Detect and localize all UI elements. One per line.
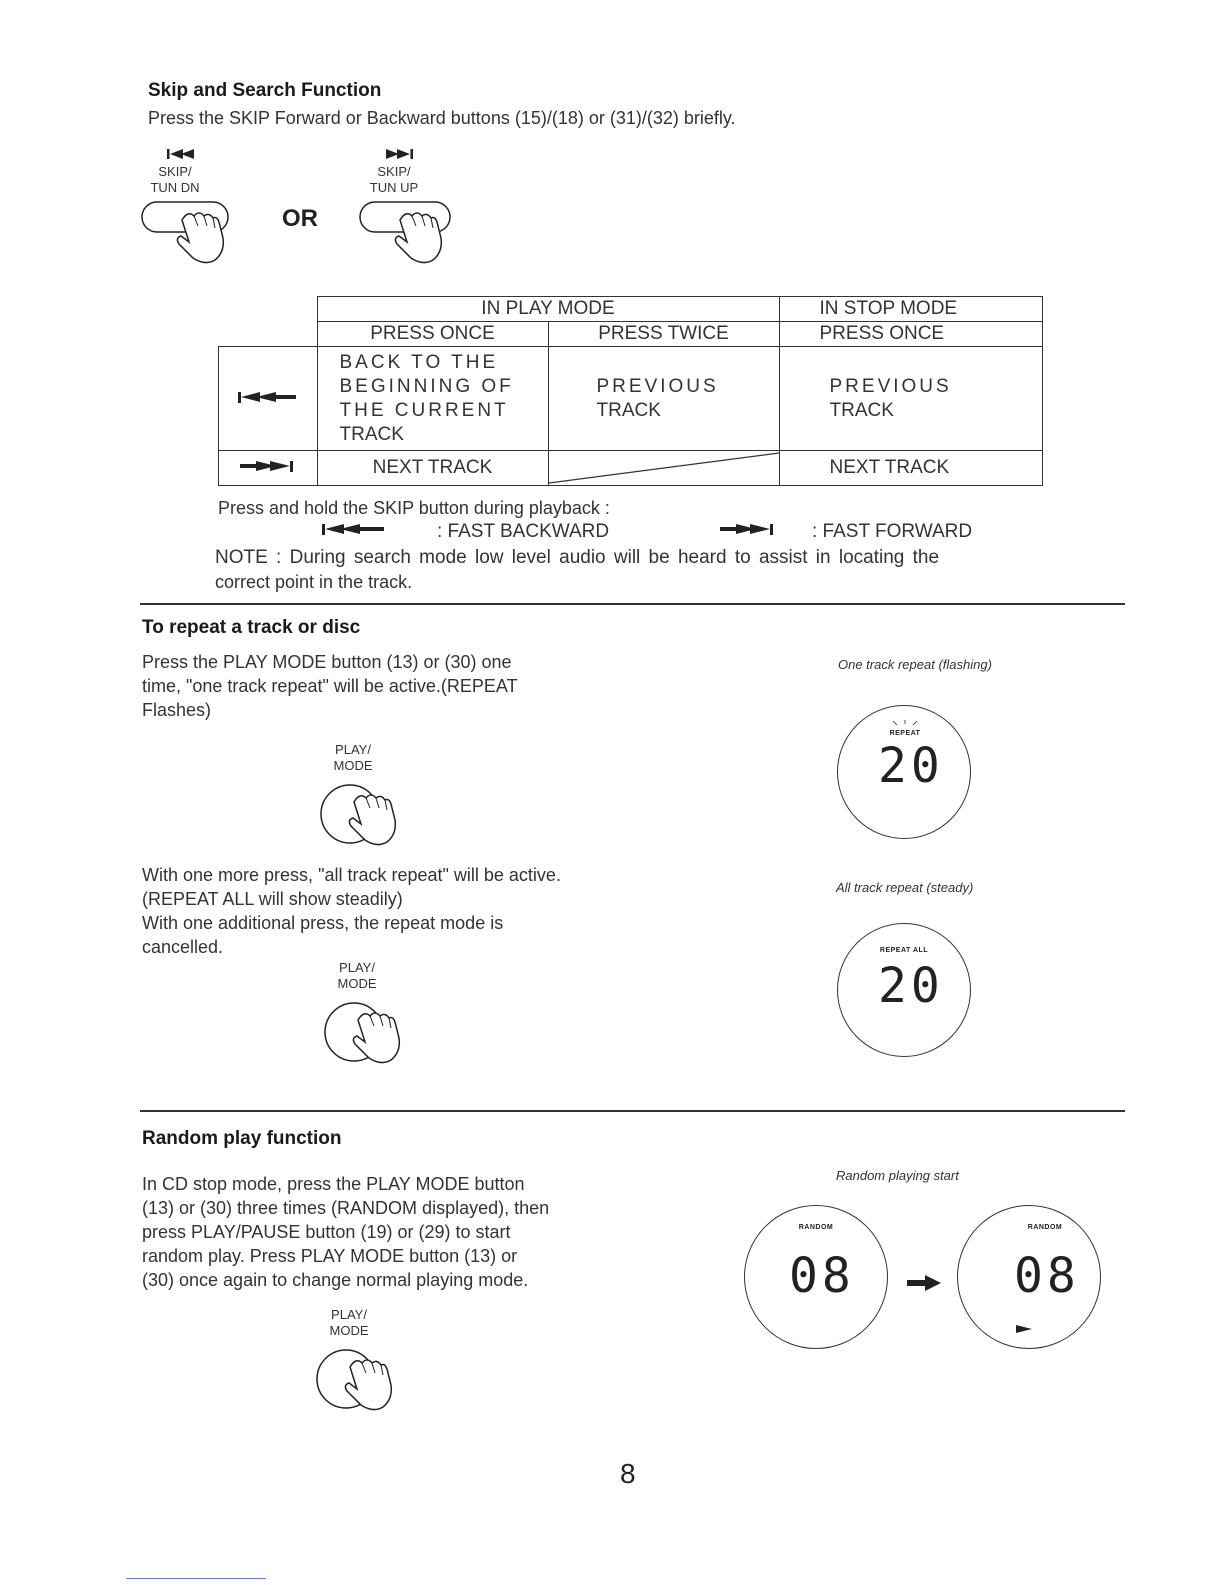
fast-forward-text: : FAST FORWARD: [812, 521, 973, 542]
skip-forward-icon: [386, 148, 426, 160]
play-mode-button[interactable]: [316, 742, 426, 857]
back-to-beginning-l2: BEGINNING OF: [339, 375, 514, 397]
fast-backward-text: : FAST BACKWARD: [437, 521, 610, 542]
lcd2-track-number: 20: [878, 958, 944, 1014]
lcd-one-track-repeat: [837, 705, 971, 839]
random-p-l2: (13) or (30) three times (RANDOM displayed), then: [142, 1198, 550, 1218]
play-mode-label-l2: MODE: [337, 976, 377, 991]
repeat-p1-l2: time, "one track repeat" will be active.(REPEAT: [142, 676, 518, 696]
skip-backward-icon: [238, 390, 298, 404]
random-playing-caption: Random playing start: [836, 1168, 959, 1183]
skip-up-label-line2: TUN UP: [369, 180, 419, 195]
repeat-p2-l4: cancelled.: [142, 937, 224, 957]
previous-track-stop-l1: PREVIOUS: [829, 375, 952, 397]
note-line2: correct point in the track.: [215, 572, 413, 592]
skip-up-label-line1: SKIP/: [377, 164, 411, 179]
play-mode-button[interactable]: [320, 960, 430, 1075]
skip-tun-dn-button[interactable]: [140, 145, 240, 275]
lcd-random-number: 08: [1014, 1248, 1080, 1304]
lcd-random-stop: [744, 1205, 888, 1349]
skip-forward-icon: [238, 459, 298, 473]
next-track-cell: NEXT TRACK: [317, 451, 548, 486]
play-mode-label-l1: PLAY/: [335, 742, 371, 757]
random-p-l5: (30) once again to change normal playing mode.: [142, 1270, 529, 1290]
lcd-random-label: RANDOM: [798, 1224, 834, 1231]
repeat-p2-l2: (REPEAT ALL will show steadily): [142, 889, 403, 909]
repeat-p1-l3: Flashes): [142, 700, 212, 720]
lcd1-repeat-label: REPEAT: [889, 730, 921, 737]
press-once-stop-header: PRESS ONCE: [779, 322, 1042, 347]
section-divider: [140, 1110, 1125, 1112]
previous-track-stop-l2: TRACK: [829, 399, 894, 421]
in-stop-mode-header: IN STOP MODE: [779, 297, 1042, 322]
arrow-right-icon: [907, 1275, 941, 1291]
press-once-header: PRESS ONCE: [317, 322, 548, 347]
back-to-beginning-l1: BACK TO THE: [339, 351, 499, 373]
play-mode-label-l2: MODE: [333, 758, 373, 773]
pressing-hand-icon: [140, 200, 240, 275]
press-twice-header: PRESS TWICE: [548, 322, 779, 347]
all-track-repeat-caption: All track repeat (steady): [836, 880, 974, 895]
random-p-l4: random play. Press PLAY MODE button (13) or: [142, 1246, 518, 1266]
back-to-beginning-l3: THE CURRENT: [339, 399, 509, 421]
play-mode-button[interactable]: [312, 1307, 422, 1422]
lcd-random-play: [957, 1205, 1101, 1349]
back-to-beginning-l4: TRACK: [339, 423, 404, 445]
page-number: 8: [620, 1458, 636, 1489]
previous-track-l1: PREVIOUS: [596, 375, 719, 397]
skip-dn-label-line1: SKIP/: [158, 164, 192, 179]
pressing-hand-icon: [358, 200, 458, 275]
play-mode-label-l1: PLAY/: [339, 960, 375, 975]
repeat-p1-l1: Press the PLAY MODE button (13) or (30) one: [142, 652, 512, 672]
diagonal-line: [549, 451, 779, 485]
random-p-l3: press PLAY/PAUSE button (19) or (29) to start: [142, 1222, 511, 1242]
lcd1-track-number: 20: [878, 738, 944, 794]
note-line1: NOTE : During search mode low level audio will be heard to assist in locating the: [215, 547, 940, 568]
in-play-mode-header: IN PLAY MODE: [317, 297, 779, 322]
lcd-all-track-repeat: [837, 923, 971, 1057]
skip-dn-label-line2: TUN DN: [150, 180, 200, 195]
skip-tun-up-button[interactable]: [358, 145, 458, 275]
pressing-hand-icon: [312, 1345, 422, 1422]
lcd-random-label: RANDOM: [1027, 1224, 1063, 1231]
pressing-hand-icon: [320, 998, 430, 1075]
one-track-repeat-caption: One track repeat (flashing): [838, 657, 992, 672]
random-section-title: Random play function: [142, 1128, 342, 1149]
skip-section-title: Skip and Search Function: [148, 80, 382, 101]
footer-line: [126, 1578, 266, 1579]
repeat-p2-l1: With one more press, "all track repeat" will be active.: [142, 865, 561, 885]
lcd-random-number: 08: [789, 1248, 855, 1304]
play-mode-label-l1: PLAY/: [331, 1307, 367, 1322]
previous-track-l2: TRACK: [596, 399, 661, 421]
hold-skip-text: Press and hold the SKIP button during playback :: [218, 498, 610, 518]
play-mode-label-l2: MODE: [329, 1323, 369, 1338]
section-divider: [140, 603, 1125, 605]
repeat-p2-l3: With one additional press, the repeat mode is: [142, 913, 504, 933]
play-indicator-icon: [1016, 1324, 1034, 1334]
repeat-section-title: To repeat a track or disc: [142, 617, 361, 638]
next-track-stop-cell: NEXT TRACK: [779, 451, 1042, 486]
fast-forward-icon: [718, 522, 784, 536]
skip-intro-text: Press the SKIP Forward or Backward buttons (15)/(18) or (31)/(32) briefly.: [148, 108, 736, 128]
lcd2-repeat-all-label: REPEAT ALL: [879, 947, 929, 954]
or-text: OR: [282, 205, 318, 232]
fast-backward-icon: [322, 522, 388, 536]
skip-backward-icon: [167, 148, 207, 160]
random-p-l1: In CD stop mode, press the PLAY MODE button: [142, 1174, 525, 1194]
pressing-hand-icon: [316, 780, 426, 857]
skip-function-table: [218, 296, 1043, 486]
